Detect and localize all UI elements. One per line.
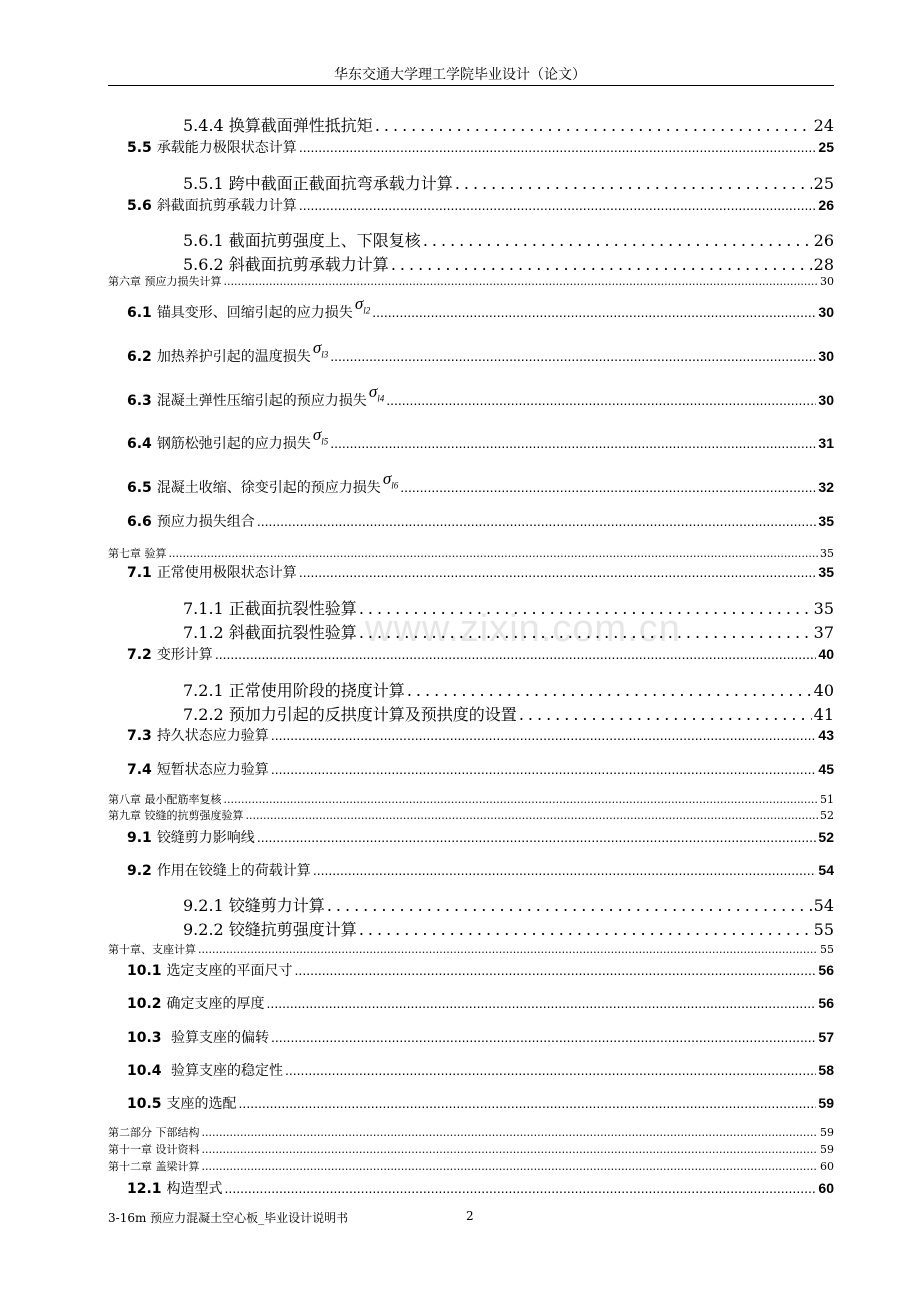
toc-entry-text: 构造型式	[166, 1181, 223, 1197]
toc-page-number: 59	[818, 1095, 834, 1111]
toc-page-number: 57	[818, 1029, 834, 1045]
toc-page-number: 26	[818, 197, 834, 213]
toc-entry-title	[108, 273, 222, 289]
toc-entry-title	[127, 137, 297, 157]
toc-entry[interactable]	[127, 195, 834, 215]
toc-dot-leader	[299, 197, 817, 213]
toc-entry-text: 短暂状态应力验算	[156, 762, 269, 778]
toc-entry-title	[127, 1027, 269, 1047]
toc-page-number: 52	[820, 809, 834, 822]
toc-dot-leader	[359, 920, 812, 939]
toc-entry[interactable]	[127, 725, 834, 745]
toc-page-number: 54	[818, 862, 834, 878]
toc-dot-leader	[198, 943, 818, 956]
toc-page-number: 25	[813, 174, 834, 193]
sigma-subscript: l4	[377, 393, 385, 404]
toc-page-number: 56	[818, 995, 834, 1011]
toc-page-number: 56	[818, 962, 834, 978]
toc-entry-text: 5.6.2 斜截面抗剪承载力计算	[183, 255, 389, 274]
toc-dot-leader	[299, 139, 817, 155]
toc-entry-text: 第十章、支座计算	[108, 943, 196, 956]
toc-page-number: 59	[820, 1126, 834, 1139]
toc-entry-title	[108, 1141, 200, 1157]
toc-entry-text: 作用在铰缝上的荷载计算	[156, 863, 311, 879]
toc-entry-number: 6.4	[127, 436, 152, 452]
toc-dot-leader	[202, 1126, 819, 1139]
toc-dot-leader	[299, 564, 817, 580]
toc-dot-leader	[224, 275, 819, 288]
toc-dot-leader	[169, 547, 819, 560]
toc-entry-title	[183, 620, 357, 643]
toc-page-number: 41	[813, 705, 834, 724]
toc-page-number: 30	[818, 392, 834, 408]
toc-entry-title	[183, 702, 517, 725]
toc-entry[interactable]	[183, 252, 834, 275]
toc-entry[interactable]	[108, 807, 834, 823]
toc-page-number: 35	[818, 564, 834, 580]
toc-page-number: 58	[818, 1062, 834, 1078]
toc-entry-text: 第十二章 盖梁计算	[108, 1160, 200, 1173]
toc-entry-number: 10.2	[127, 996, 162, 1012]
toc-entry-text: 持久状态应力验算	[156, 728, 269, 744]
toc-entry-text: 第七章 验算	[108, 547, 167, 560]
toc-dot-leader	[224, 793, 819, 806]
toc-entry-text: 7.1.1 正截面抗裂性验算	[183, 599, 357, 618]
sigma-symbol: $\sigma_{l4}$	[368, 382, 385, 404]
toc-entry[interactable]	[127, 1093, 834, 1113]
toc-page-number: 51	[820, 793, 834, 806]
toc-entry-title	[127, 562, 297, 582]
toc-entry[interactable]	[183, 596, 834, 619]
watermark: www.zixin.com.cn	[365, 608, 681, 650]
toc-entry[interactable]	[127, 1178, 834, 1198]
toc-entry[interactable]	[127, 759, 834, 779]
toc-page-number: 30	[818, 304, 834, 320]
toc-dot-leader	[225, 1180, 817, 1196]
sigma-subscript: l5	[321, 436, 329, 447]
toc-entry-title	[127, 960, 293, 980]
toc-page-number: 26	[813, 231, 834, 250]
toc-entry-text: 钢筋松弛引起的应力损失	[156, 436, 311, 452]
toc-entry-title	[108, 1124, 200, 1140]
toc-entry-text: 混凝土弹性压缩引起的预应力损失	[156, 393, 367, 409]
toc-entry-number: 12.1	[127, 1181, 162, 1197]
toc-entry[interactable]	[127, 860, 834, 880]
toc-page-number: 35	[818, 513, 834, 529]
toc-entry-text: 验算支座的偏转	[166, 1030, 269, 1046]
sigma-symbol: $\sigma_{l3}$	[312, 338, 329, 360]
toc-entry-title	[127, 469, 399, 498]
toc-entry-number: 6.6	[127, 514, 152, 530]
toc-entry[interactable]	[127, 644, 834, 664]
toc-entry[interactable]	[108, 1124, 834, 1140]
toc-entry-text: 第二部分 下部结构	[108, 1126, 200, 1139]
toc-entry-text: 7.2.1 正常使用阶段的挠度计算	[183, 681, 405, 700]
toc-dot-leader	[519, 705, 812, 724]
toc-entry-number: 7.3	[127, 728, 152, 744]
toc-entry-text: 9.2.2 铰缝抗剪强度计算	[183, 920, 357, 939]
toc-entry-title	[183, 678, 405, 701]
toc-entry[interactable]	[108, 1141, 834, 1157]
toc-entry-title	[127, 1060, 283, 1080]
toc-entry-title	[127, 827, 255, 847]
toc-entry-title	[127, 294, 371, 323]
toc-entry-title	[183, 917, 357, 940]
toc-entry-text: 变形计算	[156, 647, 213, 663]
toc-page-number: 55	[813, 920, 834, 939]
toc-entry-text: 5.5.1 跨中截面正截面抗弯承载力计算	[183, 174, 453, 193]
toc-entry[interactable]	[108, 273, 834, 289]
toc-entry[interactable]	[183, 702, 834, 725]
toc-entry[interactable]	[127, 960, 834, 980]
toc-entry-number: 5.5	[127, 140, 152, 156]
footer-page-number: 2	[466, 1209, 474, 1223]
toc-entry[interactable]	[127, 425, 834, 454]
toc-page-number: 35	[813, 599, 834, 618]
toc-entry[interactable]	[127, 469, 834, 498]
toc-entry-title	[183, 596, 357, 619]
toc-dot-leader	[455, 174, 812, 193]
toc-entry[interactable]	[108, 941, 834, 957]
toc-dot-leader	[246, 809, 819, 822]
sigma-subscript: l2	[363, 305, 371, 316]
toc-entry-title	[127, 1178, 223, 1198]
toc-page-number: 24	[813, 116, 834, 135]
toc-entry-number: 10.5	[127, 1096, 162, 1112]
toc-dot-leader	[285, 1062, 816, 1078]
toc-dot-leader	[375, 116, 812, 135]
toc-entry-text: 第九章 铰缝的抗剪强度验算	[108, 809, 244, 822]
toc-entry[interactable]	[183, 620, 834, 643]
toc-dot-leader	[295, 962, 817, 978]
toc-page-number: 55	[820, 943, 834, 956]
toc-page-number: 28	[813, 255, 834, 274]
toc-dot-leader	[271, 761, 817, 777]
toc-entry-title	[183, 113, 373, 136]
toc-entry-text: 混凝土收缩、徐变引起的预应力损失	[156, 480, 381, 496]
toc-entry[interactable]	[183, 228, 834, 251]
toc-entry-title	[108, 1158, 200, 1174]
toc-page-number: 60	[818, 1180, 834, 1196]
toc-entry[interactable]	[127, 1060, 834, 1080]
toc-entry-title	[108, 941, 196, 957]
toc-entry-number: 10.3	[127, 1030, 162, 1046]
toc-entry[interactable]	[127, 562, 834, 582]
toc-entry-text: 第六章 预应力损失计算	[108, 275, 222, 288]
toc-dot-leader	[271, 727, 817, 743]
toc-entry[interactable]	[183, 171, 834, 194]
footer-document-title: 3-16m 预应力混凝土空心板_毕业设计说明书	[108, 1211, 349, 1225]
toc-entry[interactable]	[183, 917, 834, 940]
toc-page-number: 43	[818, 727, 834, 743]
toc-entry-text: 加热养护引起的温度损失	[156, 349, 311, 365]
toc-dot-leader	[257, 513, 817, 529]
toc-entry-title	[127, 195, 297, 215]
toc-page-number: 31	[818, 435, 834, 451]
toc-entry[interactable]	[127, 827, 834, 847]
toc-entry-number: 10.1	[127, 963, 162, 979]
toc-entry-text: 正常使用极限状态计算	[156, 565, 297, 581]
toc-entry-title	[127, 382, 385, 411]
toc-entry[interactable]	[127, 1027, 834, 1047]
toc-entry[interactable]	[183, 678, 834, 701]
toc-page-number: 40	[813, 681, 834, 700]
toc-page-number: 35	[820, 547, 834, 560]
toc-dot-leader	[359, 599, 812, 618]
toc-dot-leader	[400, 479, 816, 495]
toc-dot-leader	[257, 829, 817, 845]
toc-entry-title	[127, 425, 329, 454]
toc-entry-text: 确定支座的厚度	[166, 996, 265, 1012]
toc-entry[interactable]	[127, 993, 834, 1013]
toc-entry-title	[127, 511, 255, 531]
toc-entry-number: 7.2	[127, 647, 152, 663]
toc-entry[interactable]	[108, 545, 834, 561]
toc-entry[interactable]	[108, 791, 834, 807]
toc-dot-leader	[407, 681, 812, 700]
toc-dot-leader	[330, 435, 816, 451]
toc-entry-title	[108, 807, 244, 823]
toc-entry-text: 7.2.2 预加力引起的反拱度计算及预拱度的设置	[183, 705, 517, 724]
toc-entry-number: 6.2	[127, 349, 152, 365]
page-header-title: 华东交通大学理工学院毕业设计（论文）	[334, 67, 586, 83]
toc-entry[interactable]	[127, 137, 834, 157]
toc-dot-leader	[271, 1029, 816, 1045]
toc-entry-number: 5.6	[127, 198, 152, 214]
toc-dot-leader	[423, 231, 812, 250]
toc-entry[interactable]	[127, 382, 834, 411]
toc-entry-title	[183, 171, 453, 194]
toc-entry-text: 选定支座的平面尺寸	[166, 963, 293, 979]
toc-entry-title	[127, 725, 269, 745]
toc-entry[interactable]	[127, 338, 834, 367]
toc-page-number: 30	[820, 275, 834, 288]
toc-dot-leader	[386, 392, 816, 408]
sigma-subscript: l3	[321, 349, 329, 360]
toc-entry-number: 7.4	[127, 762, 152, 778]
toc-entry-number: 6.3	[127, 393, 152, 409]
toc-entry-text: 验算支座的稳定性	[166, 1063, 283, 1079]
toc-entry-title	[127, 644, 213, 664]
toc-dot-leader	[202, 1160, 819, 1173]
sigma-subscript: l6	[391, 480, 399, 491]
toc-entry-number: 6.5	[127, 480, 152, 496]
sigma-symbol: $\sigma_{l5}$	[312, 425, 329, 447]
toc-entry-text: 第十一章 设计资料	[108, 1143, 200, 1156]
toc-page-number: 32	[818, 479, 834, 495]
toc-entry[interactable]	[127, 511, 834, 531]
toc-dot-leader	[391, 255, 812, 274]
toc-entry-title	[183, 893, 325, 916]
toc-entry-title	[108, 791, 222, 807]
toc-page-number: 37	[813, 623, 834, 642]
toc-dot-leader	[202, 1143, 819, 1156]
header-divider	[108, 85, 834, 86]
toc-entry-number: 9.2	[127, 863, 152, 879]
toc-entry-number: 6.1	[127, 305, 152, 321]
toc-entry[interactable]	[108, 1158, 834, 1174]
toc-dot-leader	[215, 646, 817, 662]
toc-entry-number: 7.1	[127, 565, 152, 581]
toc-entry-text: 5.6.1 截面抗剪强度上、下限复核	[183, 231, 421, 250]
toc-dot-leader	[267, 995, 817, 1011]
toc-entry-title	[127, 1093, 237, 1113]
toc-entry-title	[183, 228, 421, 251]
toc-entry-number: 9.1	[127, 830, 152, 846]
toc-entry-title	[108, 545, 167, 561]
toc-page-number: 54	[813, 896, 834, 915]
toc-entry-text: 预应力损失组合	[156, 514, 255, 530]
toc-dot-leader	[330, 348, 816, 364]
toc-entry[interactable]	[183, 113, 834, 136]
toc-dot-leader	[313, 862, 817, 878]
toc-entry-text: 承载能力极限状态计算	[156, 140, 297, 156]
sigma-symbol: $\sigma_{l2}$	[354, 294, 371, 316]
toc-entry-text: 斜截面抗剪承载力计算	[156, 198, 297, 214]
toc-entry-title	[127, 993, 265, 1013]
toc-entry-text: 第八章 最小配筋率复核	[108, 793, 222, 806]
toc-entry-number: 10.4	[127, 1063, 162, 1079]
toc-entry-text: 5.4.4 换算截面弹性抵抗矩	[183, 116, 373, 135]
toc-dot-leader	[327, 896, 812, 915]
toc-entry-text: 支座的选配	[166, 1096, 237, 1112]
toc-entry[interactable]	[127, 294, 834, 323]
toc-dot-leader	[359, 623, 812, 642]
toc-entry-text: 铰缝剪力影响线	[156, 830, 255, 846]
toc-page-number: 60	[820, 1160, 834, 1173]
toc-entry-title	[183, 252, 389, 275]
toc-page-number: 25	[818, 139, 834, 155]
sigma-symbol: $\sigma_{l6}$	[382, 469, 399, 491]
toc-entry[interactable]	[183, 893, 834, 916]
toc-entry-title	[127, 338, 329, 367]
toc-page-number: 40	[818, 646, 834, 662]
toc-entry-text: 7.1.2 斜截面抗裂性验算	[183, 623, 357, 642]
toc-page-number: 52	[818, 829, 834, 845]
toc-entry-title	[127, 759, 269, 779]
toc-dot-leader	[372, 304, 816, 320]
toc-page-number: 30	[818, 348, 834, 364]
toc-dot-leader	[239, 1095, 817, 1111]
toc-entry-text: 锚具变形、回缩引起的应力损失	[156, 305, 353, 321]
toc-page-number: 59	[820, 1143, 834, 1156]
toc-entry-text: 9.2.1 铰缝剪力计算	[183, 896, 325, 915]
toc-entry-title	[127, 860, 311, 880]
toc-page-number: 45	[818, 761, 834, 777]
